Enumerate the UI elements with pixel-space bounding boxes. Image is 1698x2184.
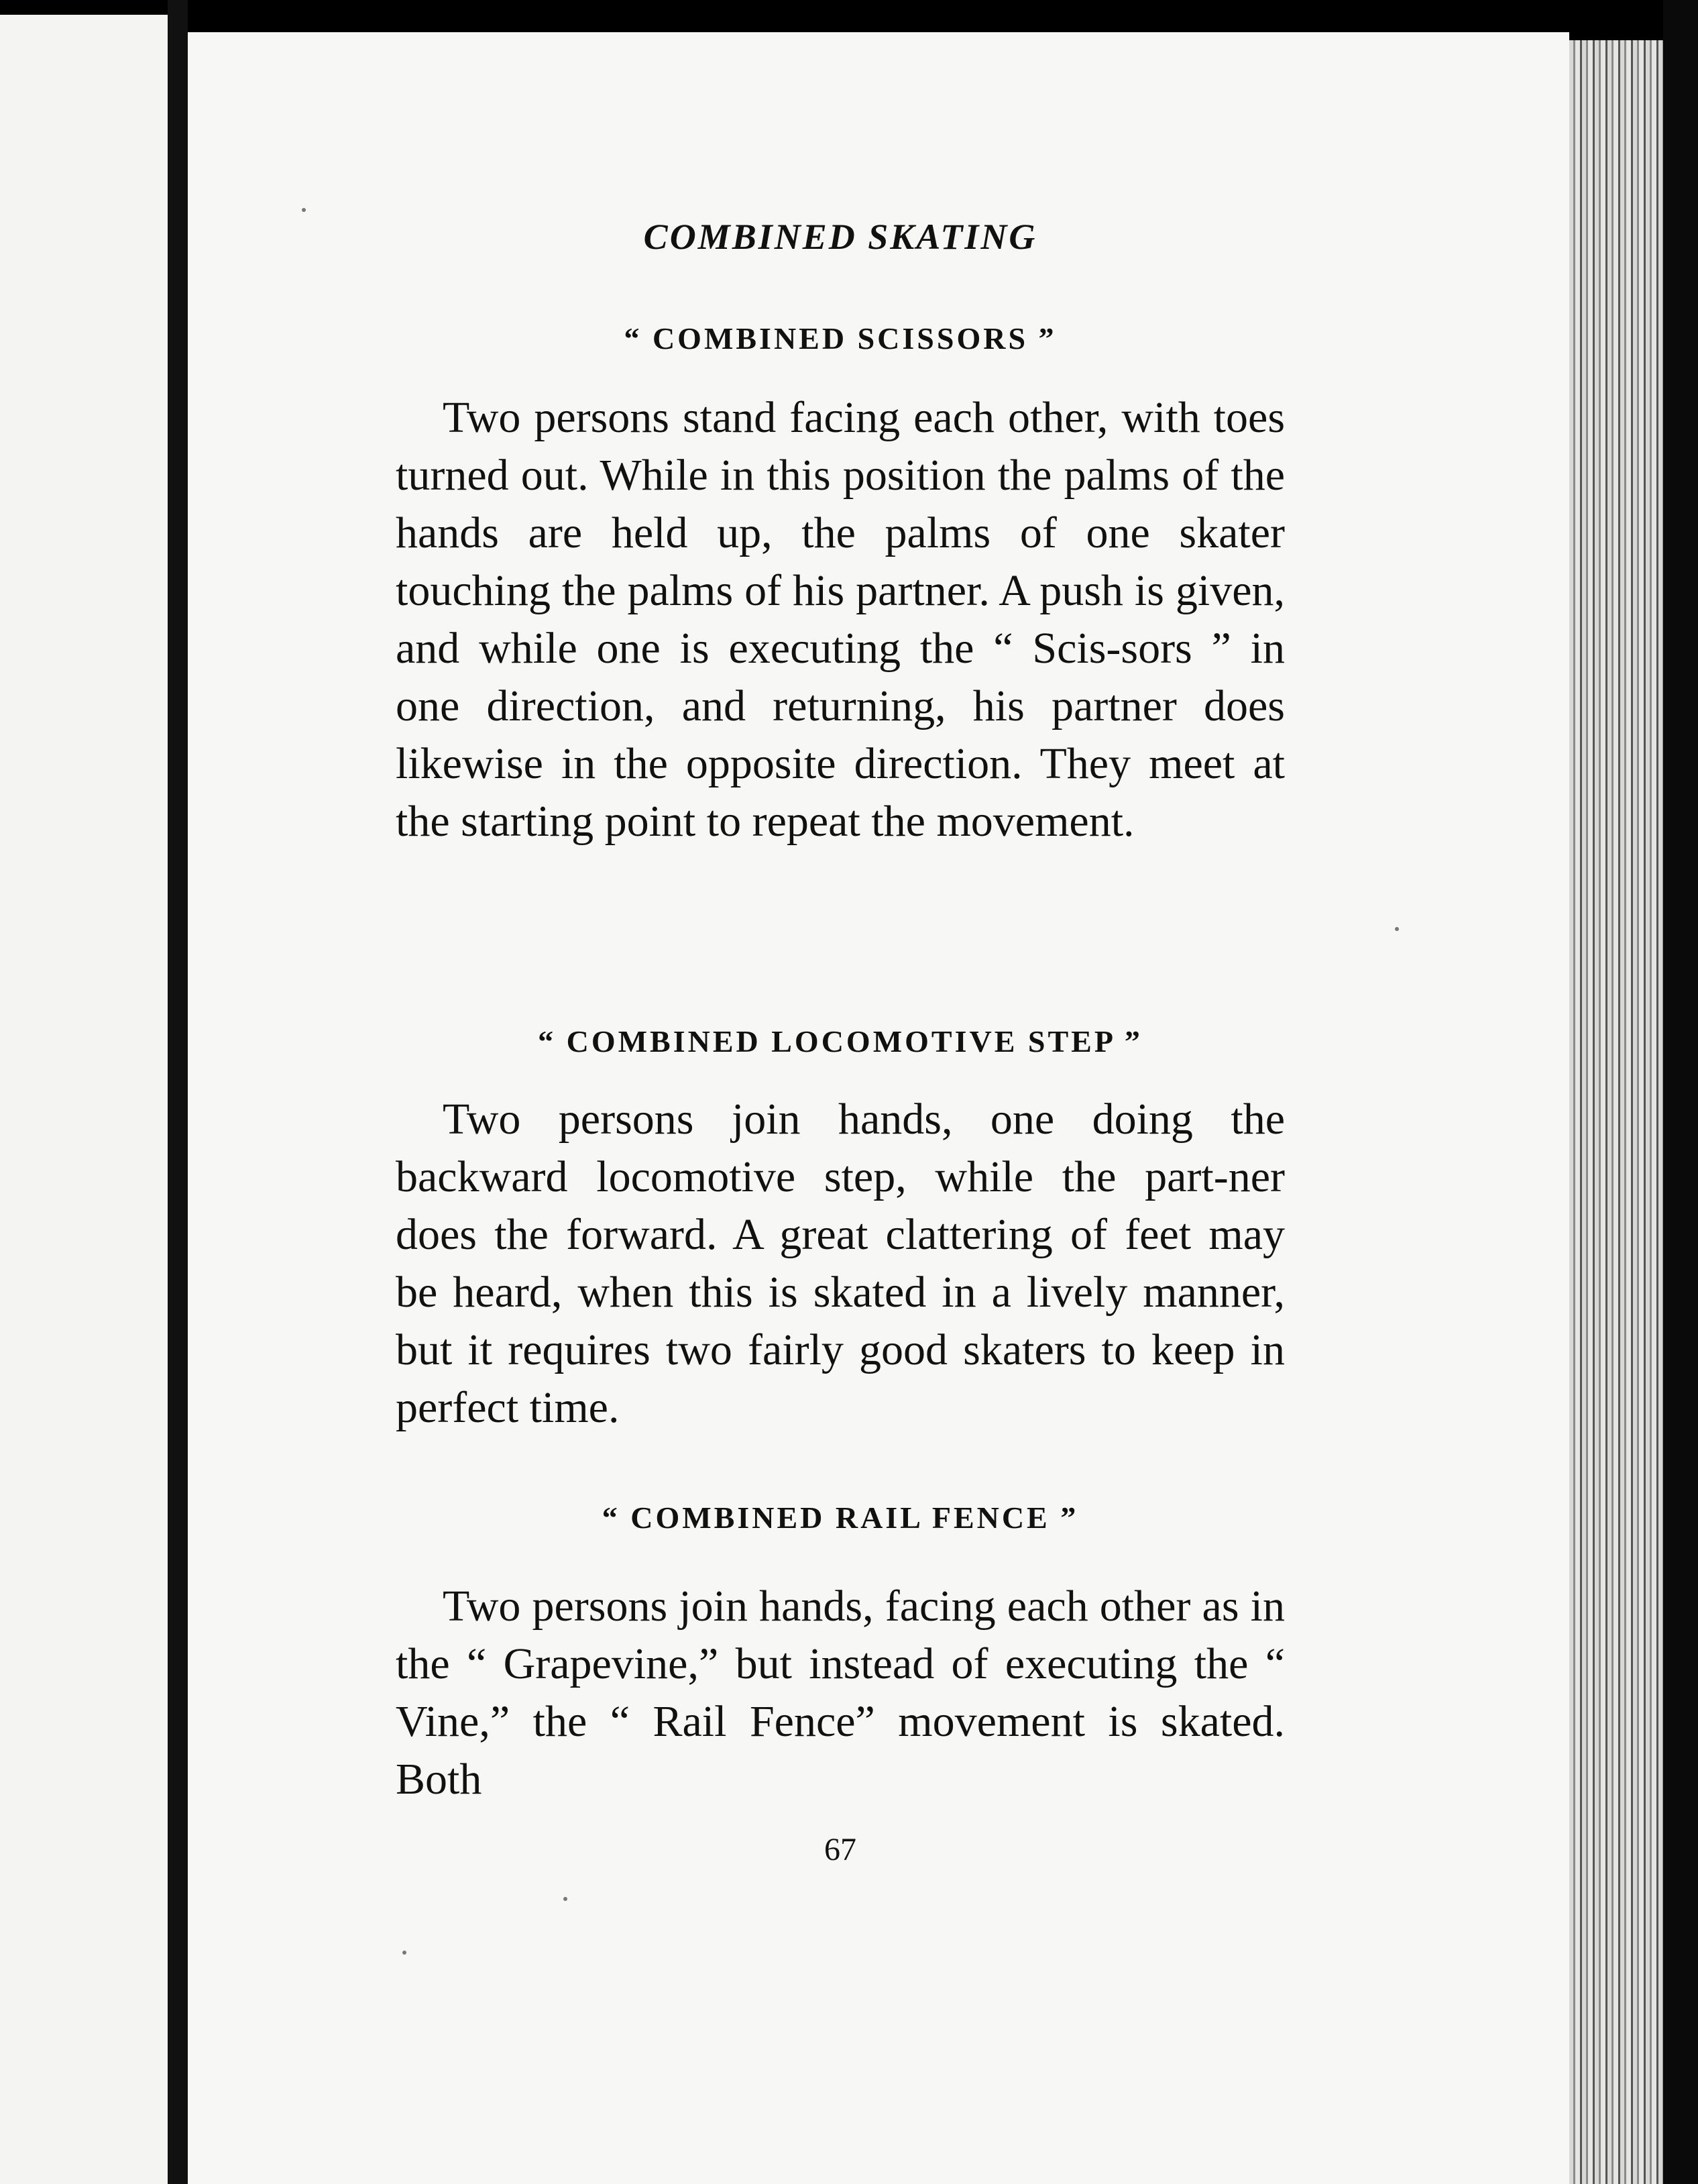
section-body-rail-fence: Two persons join hands, facing each other as in the “ Grapevine,” but instead of executing the “ Vine,” the “ Rail Fence” movement is skated. Both — [396, 1582, 1285, 1804]
book-gutter — [168, 0, 188, 2184]
section-body-locomotive: Two persons join hands, one doing the backward locomotive step, while the part-ner does the forward. A great clattering of feet may be heard, when this is skated in a lively manner, but it requires two fairly good skaters to keep in perfect time. — [396, 1095, 1285, 1432]
page-number: 67 — [824, 1832, 856, 1867]
text-column — [396, 0, 1285, 2184]
facing-page-edge — [0, 15, 168, 2184]
paper-speck — [1395, 927, 1399, 931]
section-heading-locomotive: “ COMBINED LOCOMOTIVE STEP ” — [538, 1024, 1143, 1058]
section-heading-rail-fence: “ COMBINED RAIL FENCE ” — [602, 1500, 1079, 1535]
section-body-scissors: Two persons stand facing each other, with toes turned out. While in this position the palms of the hands are held up, the palms of one skater touching the palms of his partner. A push is given, and while one is executing the “ Scis-sors ” in one direction, and returning, his partner does likewise in the opposite direction. They meet at the starting point to repeat the movement. — [396, 393, 1285, 846]
page-stack-edges — [1569, 40, 1663, 2184]
running-head: COMBINED SKATING — [643, 217, 1037, 257]
section-heading-scissors: “ COMBINED SCISSORS ” — [624, 321, 1057, 356]
scan-border — [1663, 0, 1698, 2184]
paper-speck — [302, 208, 306, 212]
